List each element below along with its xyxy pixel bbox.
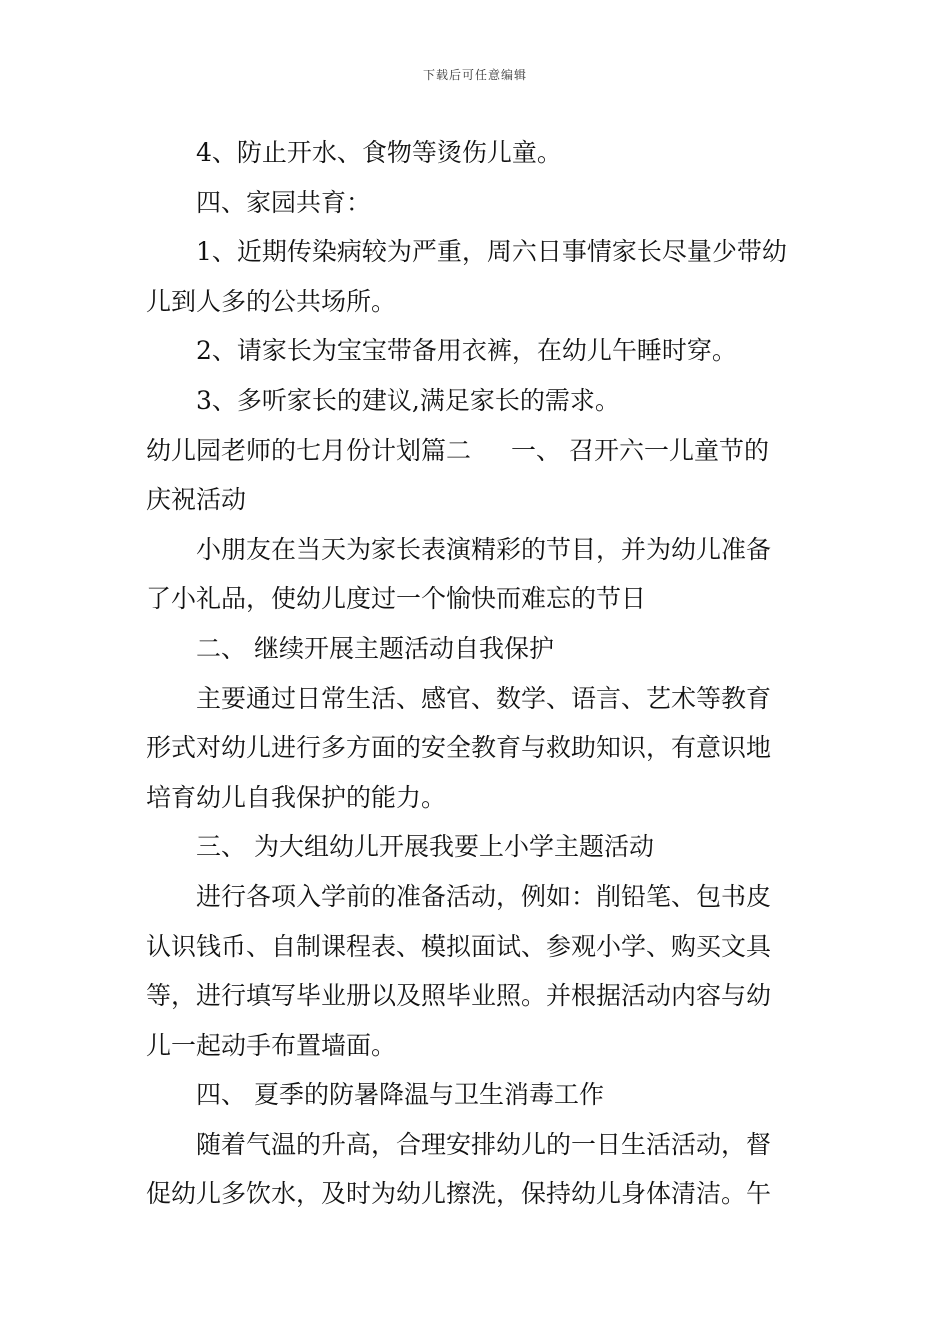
paragraph-line: 主要通过日常生活、感官、数学、语言、艺术等教育 <box>196 683 772 713</box>
section-heading: 一、 召开六一儿童节的 <box>511 435 769 465</box>
paragraph-line: 儿一起动手布置墙面。 <box>146 1030 397 1060</box>
paragraph-line: 小朋友在当天为家长表演精彩的节目，并为幼儿准备 <box>196 534 772 564</box>
paragraph-line: 4、防止开水、食物等烫伤儿童。 <box>196 138 562 167</box>
page-header: 下载后可任意编辑 <box>422 68 527 82</box>
paragraph-line: 了小礼品，使幼儿度过一个愉快而难忘的节日 <box>146 584 647 614</box>
paragraph-line: 认识钱币、自制课程表、模拟面试、参观小学、购买文具 <box>146 931 772 961</box>
section-heading: 二、 继续开展主题活动自我保护 <box>196 633 554 663</box>
section-heading: 庆祝活动 <box>146 485 247 515</box>
section-heading: 四、家园共育： <box>196 187 372 217</box>
paragraph-line: 形式对幼儿进行多方面的安全教育与救助知识，有意识地 <box>146 733 772 763</box>
paragraph-line: 3、多听家长的建议,满足家长的需求。 <box>196 385 620 415</box>
section-heading: 三、 为大组幼儿开展我要上小学主题活动 <box>196 832 654 862</box>
section-heading: 四、 夏季的防暑降温与卫生消毒工作 <box>196 1080 604 1110</box>
paragraph-line: 随着气温的升高，合理安排幼儿的一日生活活动，督 <box>196 1129 772 1159</box>
paragraph-line: 等，进行填写毕业册以及照毕业照。并根据活动内容与幼 <box>146 981 772 1011</box>
article-title-line <box>146 426 808 476</box>
paragraph-line: 进行各项入学前的准备活动，例如：削铅笔、包书皮 <box>196 881 772 911</box>
article-title: 幼儿园老师的七月份计划篇二 <box>146 435 472 465</box>
paragraph-line: 儿到人多的公共场所。 <box>146 286 397 316</box>
paragraph-line: 2、请家长为宝宝带备用衣裤，在幼儿午睡时穿。 <box>196 336 737 366</box>
paragraph-line: 促幼儿多饮水，及时为幼儿擦洗，保持幼儿身体清洁。午 <box>146 1179 772 1209</box>
paragraph-line: 培育幼儿自我保护的能力。 <box>146 782 447 812</box>
paragraph-line: 1、近期传染病较为严重，周六日事情家长尽量少带幼 <box>196 237 787 267</box>
document-body <box>146 128 808 1219</box>
